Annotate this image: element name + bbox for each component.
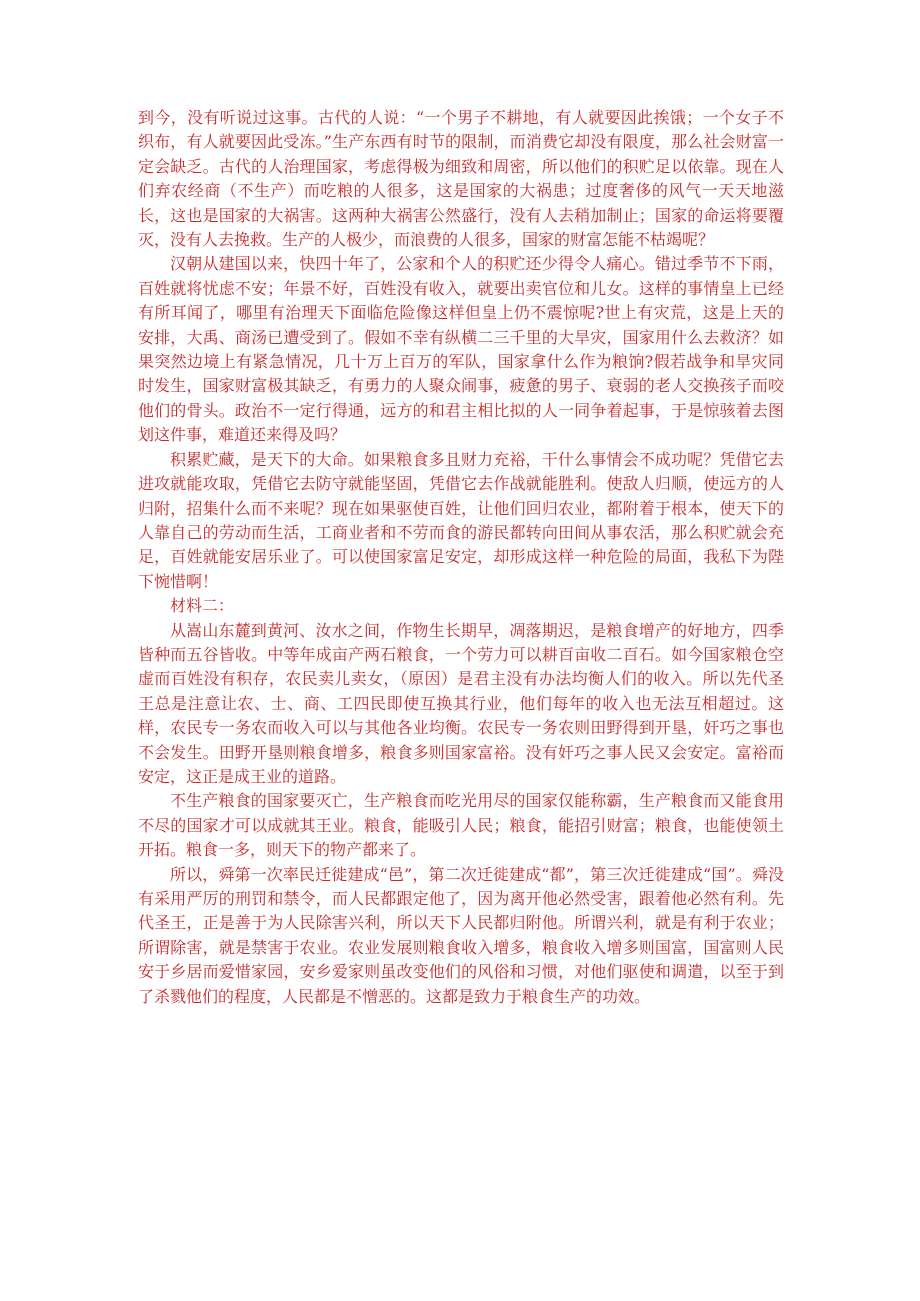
paragraph-continuation: 到今，没有听说过这事。古代的人说：“一个男子不耕地，有人就要因此挨饿；一个女子不织布，有人就要因此受冻。”生产东西有时节的限制，而消费它却没有限度，那么社会财富一定会缺乏。古代的人治理国家，考虑得极为细致和周密，所以他们的积贮足以依靠。现在人们弃农经商（不生产）而吃粮的人很多，这是国家的大祸患；过度奢侈的风气一天天地滋长，这也是国家的大祸害。这两种大祸害公然盛行，没有人去稍加制止；国家的命运将要覆灭，没有人去挽救。生产的人极少，而浪费的人很多，国家的财富怎能不枯竭呢？ xyxy=(138,108,784,250)
paragraph-grain-production: 不生产粮食的国家要灭亡，生产粮食而吃光用尽的国家仅能称霸，生产粮食而又能食用不尽的国家才可以成就其王业。粮食，能吸引人民；粮食，能招引财富；粮食，也能使领土开拓。粮食一多，则天下的物产都来了。 xyxy=(138,791,784,860)
document-body xyxy=(138,106,784,1009)
paragraph-songshan: 从嵩山东麓到黄河、汝水之间，作物生长期早，凋落期迟，是粮食增产的好地方，四季皆种而五谷皆收。中等年成亩产两石粮食，一个劳力可以耕百亩收二百石。如今国家粮仓空虚而百姓没有积存，农民卖儿卖女，（原因）是君主没有办法均衡人们的收入。所以先代圣王总是注意让农、士、商、工四民即使互换其行业，他们每年的收入也无法互相超过。这样，农民专一务农而收入可以与其他各业均衡。农民专一务农则田野得到开垦，奸巧之事也不会发生。田野开垦则粮食增多，粮食多则国家富裕。没有奸巧之事人民又会安定。富裕而安定，这正是成王业的道路。 xyxy=(138,620,784,786)
material-two-heading: 材料二： xyxy=(170,596,235,616)
paragraph-han-dynasty-storage: 汉朝从建国以来，快四十年了，公家和个人的积贮还少得令人痛心。错过季节不下雨，百姓就将忧虑不安；年景不好，百姓没有收入，就要出卖官位和儿女。这样的事情皇上已经有所耳闻了，哪里有治理天下面临危险像这样但皇上仍不震惊呢?世上有灾荒，这是上天的安排，大禹、商汤已遭受到了。假如不幸有纵横二三千里的大旱灾，国家用什么去救济？如果突然边境上有紧急情况，几十万上百万的军队，国家拿什么作为粮饷?假若战争和旱灾同时发生，国家财富极其缺乏，有勇力的人聚众闹事，疲惫的男子、衰弱的老人交换孩子而咬他们的骨头。政治不一定行得通，远方的和君主相比拟的人一同争着起事，于是惊骇着去图划这件事，难道还来得及吗？ xyxy=(138,254,784,445)
paragraph-shun-migration: 所以，舜第一次率民迁徙建成“邑”，第二次迁徙建成“都”，第三次迁徙建成“国”。舜没有采用严厉的刑罚和禁令，而人民都跟定他了，因为离开他必然受害，跟着他必然有利。先代圣王，正是善于为人民除害兴利，所以天下人民都归附他。所谓兴利，就是有利于农业；所谓除害，就是禁害于农业。农业发展则粮食收入增多，粮食收入增多则国富，国富则人民安于乡居而爱惜家园，安乡爱家则虽改变他们的风俗和习惯，对他们驱使和调遣，以至于到了杀戮他们的程度，人民都是不憎恶的。这都是致力于粮食生产的功效。 xyxy=(138,864,784,1006)
paragraph-accumulation: 积累贮藏，是天下的大命。如果粮食多且财力充裕，干什么事情会不成功呢？凭借它去进攻就能攻取，凭借它去防守就能坚固，凭借它去作战就能胜利。使敌人归顺，使远方的人归附，招集什么而不来呢？现在如果驱使百姓，让他们回归农业，都附着于根本，使天下的人靠自己的劳动而生活，工商业者和不劳而食的游民都转向田间从事农活，那么积贮就会充足，百姓就能安居乐业了。可以使国家富足安定，却形成这样一种危险的局面，我私下为陛下惋惜啊！ xyxy=(138,449,784,591)
